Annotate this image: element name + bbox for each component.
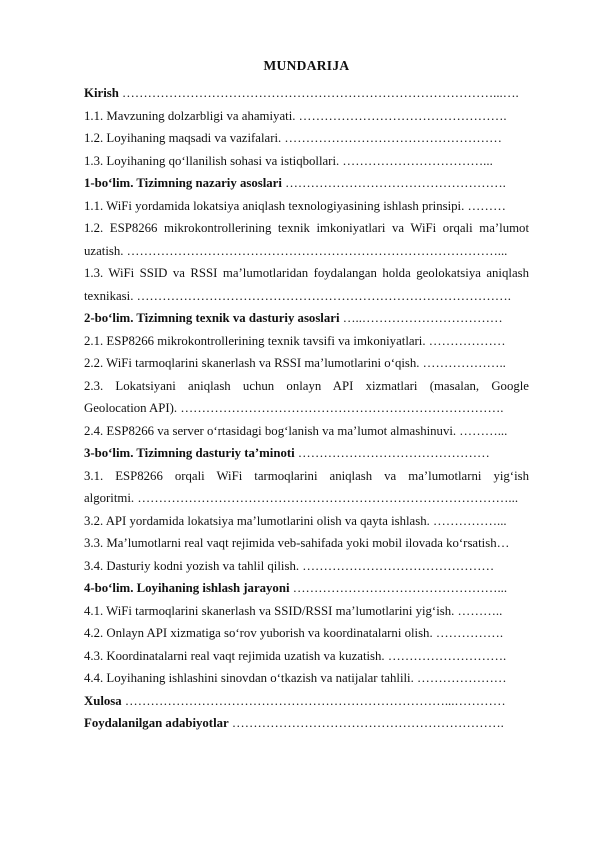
toc-entry-label: 1.3. Loyihaning qo‘llanilish sohasi va istiqbollari. xyxy=(84,153,340,168)
toc-entry xyxy=(84,105,529,128)
toc-entry xyxy=(84,150,529,173)
toc-entry xyxy=(84,690,529,713)
toc-entry xyxy=(84,285,529,308)
toc-entry-leader: ……………………………………………………………………………... xyxy=(123,243,508,258)
toc-entry-label: 3-bo‘lim. Tizimning dasturiy ta’minoti xyxy=(84,446,295,460)
toc-entry xyxy=(84,532,529,555)
toc-entry-label: 4.3. Koordinatalarni real vaqt rejimida uzatish va kuzatish. xyxy=(84,648,385,663)
toc-entry-label: 3.3. Ma’lumotlarni real vaqt rejimida veb-sahifada yoki mobil ilovada ko‘rsatish… xyxy=(84,536,510,550)
toc-entry-leader: ………………………. xyxy=(384,648,507,663)
toc-entry-label: Geolocation API). xyxy=(84,401,178,415)
toc-entry xyxy=(84,397,529,420)
toc-entry-leader: ……………………………………………. xyxy=(281,176,506,190)
toc-entry-label: 2.1. ESP8266 mikrokontrollerining texnik tavsifi va imkoniyatlari. xyxy=(84,333,426,348)
page-title: MUNDARIJA xyxy=(263,58,350,73)
toc-entry xyxy=(84,352,529,375)
toc-entry-leader: ……………………………………………………………………………...…. xyxy=(118,86,519,100)
toc-entry-label: 1.3. WiFi SSID va RSSI ma’lumotlaridan foydalangan holda geolokatsiya aniqlash xyxy=(84,266,529,280)
toc-entry-label: 3.4. Dasturiy kodni yozish va tahlil qilish. xyxy=(84,558,300,573)
toc-entry-leader: ……………………………………………………………………………. xyxy=(133,288,511,303)
toc-entry-label: 1-bo‘lim. Tizimning nazariy asoslari xyxy=(84,176,282,190)
toc-entry-leader: …………………………………………. xyxy=(295,108,507,123)
toc-entry-leader: ……………... xyxy=(429,513,507,528)
toc-entry-leader: ……….. xyxy=(454,603,503,618)
toc-entry-leader: ……………. xyxy=(432,626,504,640)
toc-entry xyxy=(84,465,529,488)
toc-entry-label: Xulosa xyxy=(84,693,122,708)
toc-entry xyxy=(84,172,529,195)
toc-entry-leader: …………………………………………………………………...………… xyxy=(121,693,506,708)
toc-entry-label: Foydalanilgan adabiyotlar xyxy=(84,716,229,730)
toc-entry xyxy=(84,330,529,353)
toc-entry-label: 1.1. Mavzuning dolzarbligi va ahamiyati. xyxy=(84,108,296,123)
toc-entry-label: 4.2. Onlayn API xizmatiga so‘rov yuborish va koordinatalarni olish. xyxy=(84,626,433,640)
toc-entry-leader: ……………………………………… xyxy=(299,558,495,573)
toc-entry-leader: ……………………………... xyxy=(339,153,493,168)
toc-entry-label: 1.1. WiFi yordamida lokatsiya aniqlash texnologiyasining ishlash prinsipi. xyxy=(84,198,465,213)
toc-entry xyxy=(84,510,529,533)
toc-entry-label: texnikasi. xyxy=(84,288,134,303)
toc-entry xyxy=(84,487,529,510)
toc-entry xyxy=(84,645,529,668)
toc-entry-label: 1.2. Loyihaning maqsadi va vazifalari. xyxy=(84,131,282,145)
toc-entry xyxy=(84,375,529,398)
toc-entry-leader: ………………………………………………………. xyxy=(228,716,504,730)
toc-entry-label: 3.1. ESP8266 orqali WiFi tarmoqlarini aniqlash va ma’lumotlarni yig‘ish xyxy=(84,468,529,483)
toc-entry-label: 3.2. API yordamida lokatsiya ma’lumotlarini olish va qayta ishlash. xyxy=(84,513,430,528)
toc-entry-label: algoritmi. xyxy=(84,491,135,505)
toc-entry xyxy=(84,240,529,263)
toc-entry-leader: ……………………………………………………………………………... xyxy=(134,491,519,505)
toc-entry-leader: …..…………………………… xyxy=(339,311,503,325)
toc-entry-leader: …………………………………………………………………. xyxy=(177,401,504,415)
toc-entry-leader: ……………… xyxy=(425,333,506,348)
toc-entry-leader: ………………… xyxy=(413,671,507,685)
toc-entry-leader: …………………………………………... xyxy=(289,581,508,595)
toc-entry xyxy=(84,262,529,285)
toc-entry-label: 4.1. WiFi tarmoqlarini skanerlash va SSID/RSSI ma’lumotlarini yig‘ish. xyxy=(84,603,455,618)
toc-entry xyxy=(84,600,529,623)
toc-entry-label: uzatish. xyxy=(84,243,124,258)
toc-entry-leader: ……… xyxy=(464,198,506,213)
toc-entry-label: 2-bo‘lim. Tizimning texnik va dasturiy asoslari xyxy=(84,311,340,325)
toc-entry-label: 4-bo‘lim. Loyihaning ishlash jarayoni xyxy=(84,581,290,595)
toc-entry-label: 1.2. ESP8266 mikrokontrollerining texnik imkoniyatlari va WiFi orqali ma’lumot xyxy=(84,221,529,235)
toc-entry xyxy=(84,622,529,645)
toc-entry-leader: ……………….. xyxy=(419,356,506,370)
toc-entry-leader: ………... xyxy=(456,423,508,438)
toc-entry xyxy=(84,127,529,150)
toc-entry xyxy=(84,217,529,240)
toc-entry-label: 2.2. WiFi tarmoqlarini skanerlash va RSSI ma’lumotlarini o‘qish. xyxy=(84,356,420,370)
toc-entry xyxy=(84,82,529,105)
table-of-contents xyxy=(84,82,529,735)
toc-entry xyxy=(84,555,529,578)
toc-entry-label: 2.4. ESP8266 va server o‘rtasidagi bog‘lanish va ma’lumot almashinuvi. xyxy=(84,423,457,438)
toc-entry-label: 2.3. Lokatsiyani aniqlash uchun onlayn API xizmatlari (masalan, Google xyxy=(84,378,529,393)
toc-entry xyxy=(84,667,529,690)
toc-entry xyxy=(84,307,529,330)
toc-entry-leader: …………………………………………… xyxy=(281,131,502,145)
toc-entry xyxy=(84,712,529,735)
toc-entry-leader: ……………………………………… xyxy=(294,446,490,460)
toc-entry xyxy=(84,442,529,465)
toc-entry-label: 4.4. Loyihaning ishlashini sinovdan o‘tkazish va natijalar tahlili. xyxy=(84,671,414,685)
toc-entry xyxy=(84,420,529,443)
toc-entry xyxy=(84,577,529,600)
toc-entry xyxy=(84,195,529,218)
toc-entry-label: Kirish xyxy=(84,86,119,100)
